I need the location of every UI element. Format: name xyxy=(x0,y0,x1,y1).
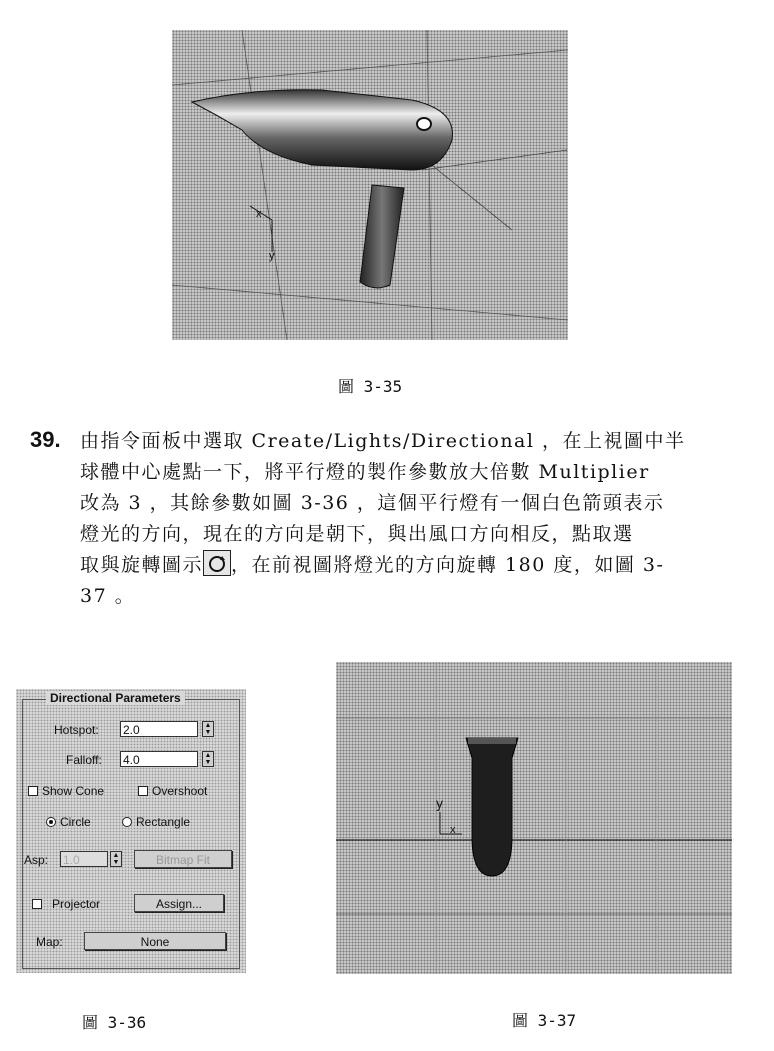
figure-3-37-viewport xyxy=(336,662,732,974)
caption-fig-3-37: 圖 3-37 xyxy=(512,1011,577,1030)
step-39-paragraph xyxy=(80,426,760,612)
axis-y-label: y xyxy=(269,250,275,262)
falloff-spinner[interactable]: ▲ ▼ xyxy=(202,751,214,767)
circle-radio[interactable] xyxy=(46,817,56,827)
asp-spinner[interactable]: ▲ ▼ xyxy=(110,851,122,867)
directional-parameters-panel xyxy=(16,689,246,973)
grid-line xyxy=(172,285,568,320)
projector-label: Projector xyxy=(52,897,101,911)
step-line xyxy=(80,550,760,581)
asp-label: Asp: xyxy=(24,853,49,867)
hotspot-input[interactable]: 2.0 xyxy=(120,721,198,737)
step-line: 37 。 xyxy=(80,585,136,607)
axis-x-label: x xyxy=(450,824,456,836)
show-cone-label: Show Cone xyxy=(42,784,105,798)
step-line: 球體中心處點一下，將平行燈的製作參數放大倍數 Multiplier xyxy=(80,461,650,483)
circle-label: Circle xyxy=(60,815,91,829)
panel-title: Directional Parameters xyxy=(46,691,185,705)
overshoot-checkbox[interactable] xyxy=(138,786,148,796)
panel-group-border xyxy=(22,699,240,969)
dryer-body xyxy=(192,90,453,170)
caption-fig-3-36: 圖 3-36 xyxy=(82,1013,147,1032)
dryer-top-rim xyxy=(468,738,516,744)
step-line-part: 取與旋轉圖示 xyxy=(80,554,204,576)
falloff-label: Falloff: xyxy=(66,753,102,767)
axis-y-label: y xyxy=(436,795,443,811)
dryer-center-mark xyxy=(417,118,431,130)
axis-x-label: x xyxy=(256,208,262,220)
projector-checkbox[interactable] xyxy=(32,899,42,909)
show-cone-checkbox[interactable] xyxy=(28,786,38,796)
grid-line xyxy=(172,50,568,85)
bitmap-fit-button[interactable]: Bitmap Fit xyxy=(134,850,232,868)
falloff-input[interactable]: 4.0 xyxy=(120,751,198,767)
figure-3-35-viewport xyxy=(172,30,568,340)
rectangle-label: Rectangle xyxy=(136,815,191,829)
assign-button[interactable]: Assign... xyxy=(134,894,224,912)
hotspot-spinner[interactable]: ▲ ▼ xyxy=(202,721,214,737)
map-label: Map: xyxy=(36,935,63,949)
step-line: 燈光的方向，現在的方向是朝下，與出風口方向相反，點取選 xyxy=(80,523,634,545)
caption-fig-3-35: 圖 3-35 xyxy=(338,377,403,396)
dryer-front-silhouette xyxy=(466,738,518,876)
step-number: 39. xyxy=(30,427,61,452)
map-none-button[interactable]: None xyxy=(84,932,226,950)
step-line-part: ，在前視圖將燈光的方向旋轉 180 度，如圖 3- xyxy=(231,554,665,576)
step-line: 改為 3 ，其餘參數如圖 3-36 ，這個平行燈有一個白色箭頭表示 xyxy=(80,492,665,514)
hotspot-label: Hotspot: xyxy=(54,723,99,737)
overshoot-label: Overshoot xyxy=(152,784,208,798)
dryer-handle xyxy=(360,185,404,288)
step-line: 由指令面板中選取 Create/Lights/Directional ，在上視圖中半 xyxy=(80,430,686,452)
grid-line xyxy=(427,30,432,340)
select-rotate-icon xyxy=(203,550,231,576)
asp-input[interactable]: 1.0 xyxy=(60,851,108,867)
hair-dryer-front-view-render xyxy=(336,662,732,974)
hair-dryer-top-view-render xyxy=(172,30,568,340)
rectangle-radio[interactable] xyxy=(122,817,132,827)
